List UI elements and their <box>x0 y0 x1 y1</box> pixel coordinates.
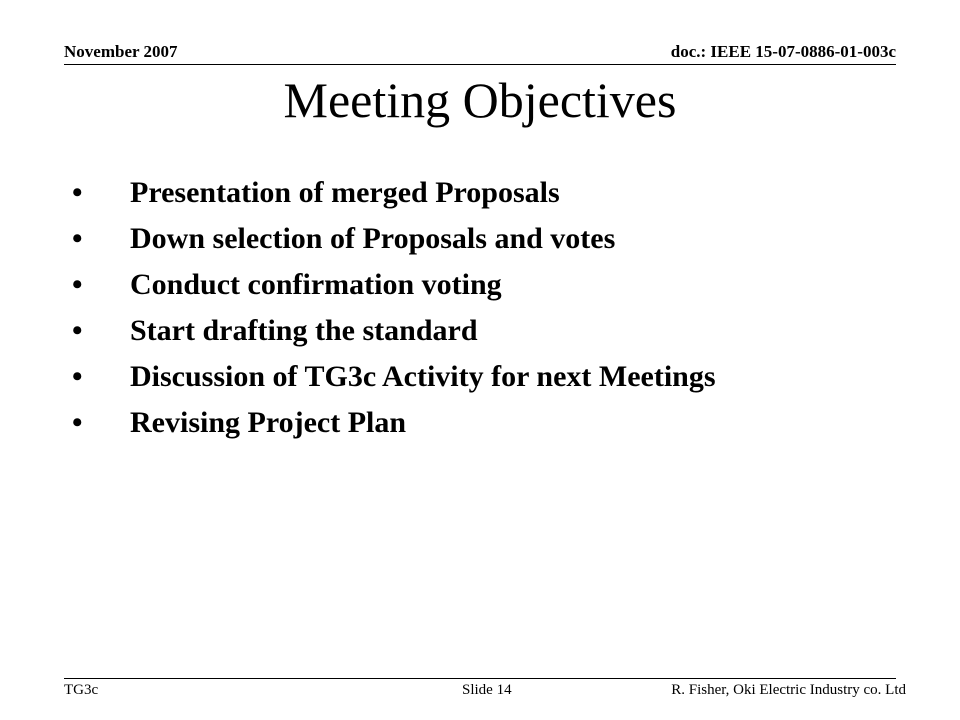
bullet-dot-icon: • <box>72 314 83 347</box>
bullet-dot-icon: • <box>72 176 83 209</box>
footer-divider <box>64 678 896 679</box>
header-doc-id: doc.: IEEE 15-07-0886-01-003c <box>670 42 896 61</box>
bullet-text: Discussion of TG3c Activity for next Meetings <box>130 360 716 393</box>
footer-group: TG3c <box>64 682 99 698</box>
bullet-text: Start drafting the standard <box>130 314 478 347</box>
footer-slide-number: Slide 14 <box>462 682 512 698</box>
header <box>64 42 896 64</box>
header-date: November 2007 <box>64 42 178 61</box>
bullet-dot-icon: • <box>72 222 83 255</box>
bullet-text: Down selection of Proposals and votes <box>130 222 616 255</box>
bullet-text: Conduct confirmation voting <box>130 268 502 301</box>
bullet-dot-icon: • <box>72 268 83 301</box>
bullet-dot-icon: • <box>72 360 83 393</box>
bullet-dot-icon: • <box>72 406 83 439</box>
slide-title: Meeting Objectives <box>283 72 677 128</box>
footer-author: R. Fisher, Oki Electric Industry co. Ltd <box>671 682 906 698</box>
footer <box>64 682 906 702</box>
header-divider <box>64 64 896 65</box>
bullet-text: Presentation of merged Proposals <box>130 176 560 209</box>
bullet-text: Revising Project Plan <box>130 406 407 439</box>
